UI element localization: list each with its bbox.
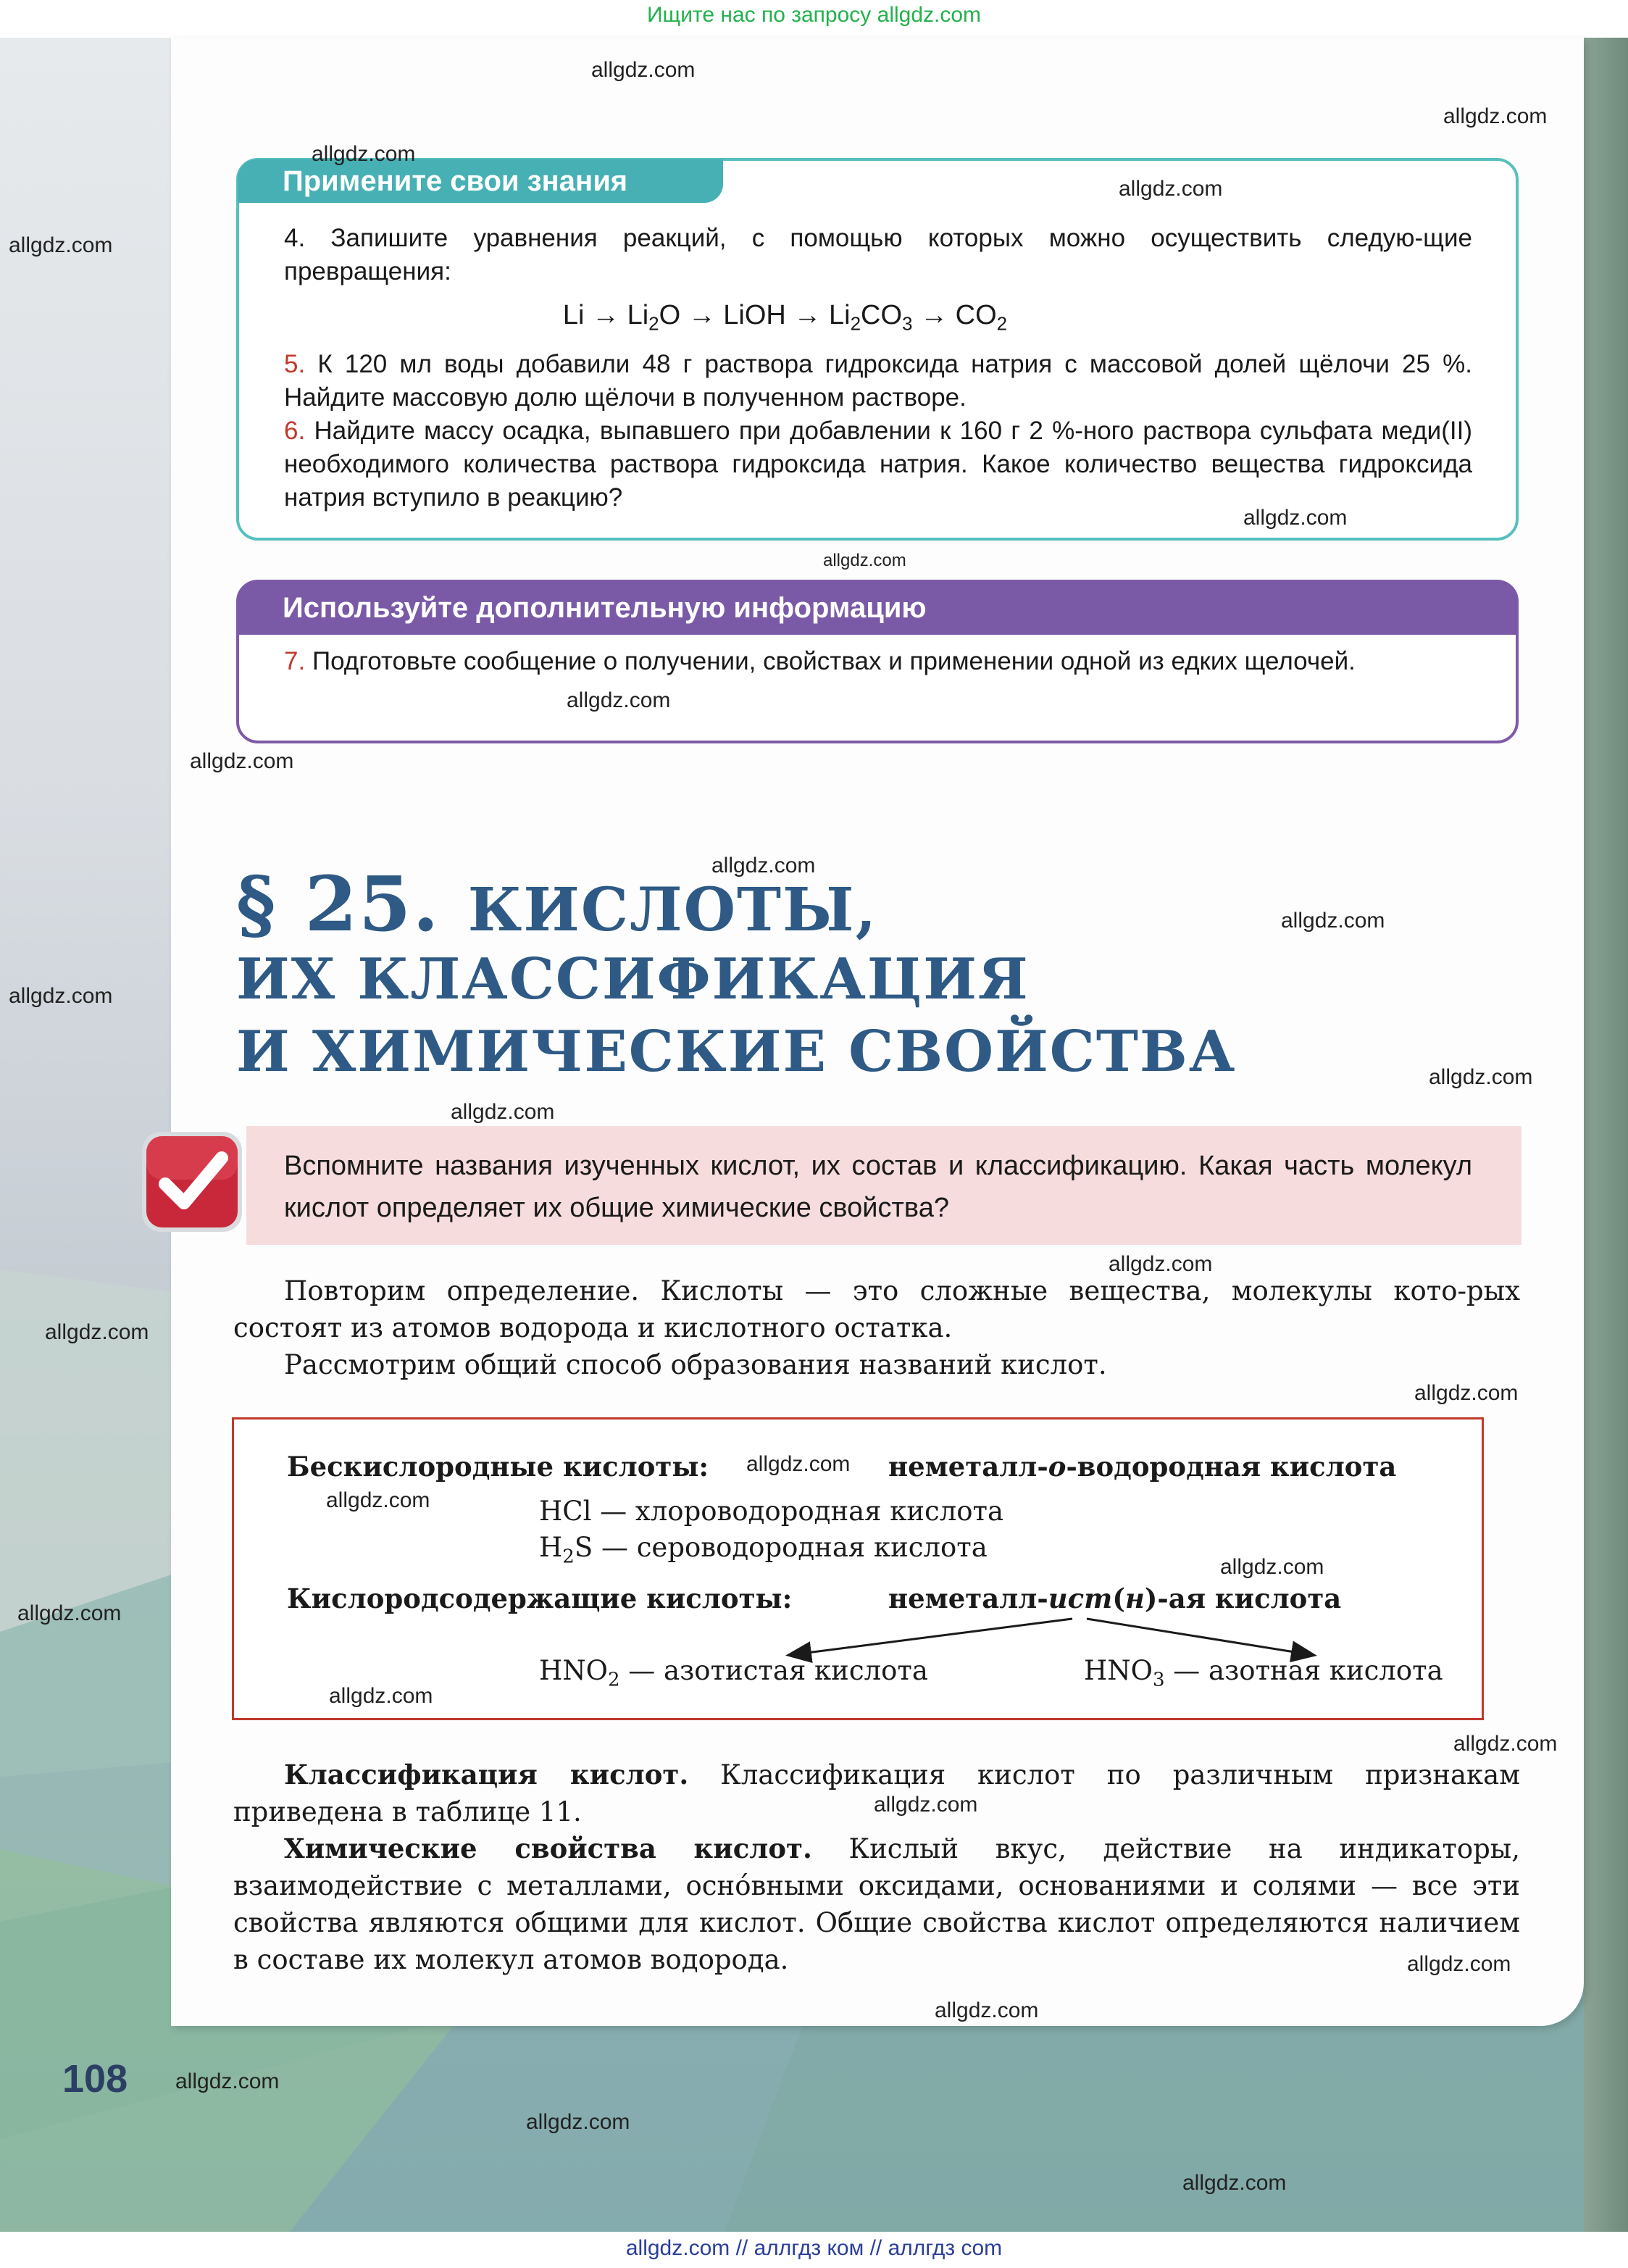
watermark: allgdz.com [190, 749, 294, 773]
apply-knowledge-heading: Примените свои знания [238, 159, 723, 203]
watermark: allgdz.com [1182, 2171, 1287, 2195]
oxygen-free-rule-part1: неметалл- [888, 1451, 1048, 1483]
section-title-line2: ИХ КЛАССИФИКАЦИЯ [236, 946, 1030, 1012]
task-5-text: К 120 мл воды добавили 48 г раствора гидроксида натрия с массовой долей щёлочи 25 %. Найдите массовую долю щёлочи в полученном растворе. [284, 350, 1472, 412]
watermark: allgdz.com [45, 1320, 149, 1344]
watermark: allgdz.com [9, 984, 113, 1008]
hcl-example: HCl — хлороводородная кислота [539, 1496, 1004, 1527]
watermark: allgdz.com [1407, 1952, 1511, 1976]
watermark: allgdz.com [746, 1452, 851, 1476]
watermark: allgdz.com [1414, 1381, 1519, 1405]
naming-intro-paragraph: Рассмотрим общий способ образования названий кислот. [284, 1349, 1107, 1380]
task-6-text: Найдите массу осадка, выпавшего при добавлении к 160 г 2 %-ного раствора сульфата меди(II) необходимого количества раствора гидроксида натрия. Какое количество вещества гидроксида натрия вступило в реакцию? [284, 417, 1472, 512]
task-7 [284, 645, 1472, 678]
watermark: allgdz.com [874, 1793, 978, 1817]
section-title-line3: И ХИМИЧЕСКИЕ СВОЙСТВА [236, 1019, 1237, 1085]
watermark: allgdz.com [9, 233, 113, 257]
oxygen-rule-part1: неметалл- [888, 1583, 1048, 1614]
hcl-name: — хлороводородная кислота [600, 1496, 1004, 1527]
watermark: allgdz.com [329, 1684, 433, 1708]
task-6-number: 6. [284, 417, 306, 445]
task-5-number: 5. [284, 350, 306, 378]
watermark: allgdz.com [526, 2110, 630, 2134]
classification-heading: Классификация кислот. [284, 1759, 689, 1790]
properties-text: Кислый вкус, действие на индикаторы, взаимодействие с металлами, осно́вными оксидами, основаниями и солями — все эти свойства являются общими для кислот. Общие свойства кислот определяются наличием в составе их молекул атомов водорода. [233, 1833, 1520, 1975]
watermark: allgdz.com [312, 142, 416, 166]
section-title-word: КИСЛОТЫ, [467, 875, 878, 945]
oxygen-free-rule-suffix: о [1048, 1451, 1066, 1483]
page-number: 108 [62, 2057, 128, 2101]
oxygen-rule: неметалл-ист(н)-ая кислота [888, 1583, 1342, 1614]
watermark: allgdz.com [326, 1488, 430, 1512]
hno2-example: $HNO_2$ — азотистая кислота [539, 1655, 928, 1691]
watermark: allgdz.com [1243, 506, 1348, 530]
watermark: allgdz.com [1220, 1555, 1324, 1579]
watermark: allgdz.com [711, 854, 816, 877]
hno3-name: — азотная кислота [1173, 1655, 1443, 1686]
oxygen-label: Кислородсодержащие кислоты: [287, 1583, 793, 1614]
hno3-example: $HNO_3$ — азотная кислота [1084, 1655, 1443, 1691]
watermark: allgdz.com [823, 551, 906, 570]
watermark: allgdz.com [567, 688, 671, 712]
watermark: allgdz.com [591, 58, 696, 82]
extra-info-heading: Используйте дополнительную информацию [238, 581, 1517, 635]
task-7-text: Подготовьте сообщение о получении, свойствах и применении одной из едких щелочей. [312, 647, 1356, 675]
definition-paragraph: Повторим определение. Кислоты — это сложные вещества, молекулы кото-рых состоят из атомов водорода и кислотного остатка. [233, 1275, 1520, 1343]
watermark: allgdz.com [451, 1100, 555, 1124]
recall-question: Вспомните названия изученных кислот, их состав и классификацию. Какая часть молекул кислот определяет их общие химические свойства? [284, 1151, 1472, 1223]
task-4-number: 4. [284, 224, 306, 252]
h2s-name: — сероводородная кислота [601, 1532, 988, 1563]
properties-heading: Химические свойства кислот. [284, 1833, 812, 1864]
h2s-example: $H_2S$ — сероводородная кислота [539, 1532, 988, 1568]
watermark: allgdz.com [1109, 1252, 1213, 1276]
oxygen-rule-part2: -ая кислота [1157, 1583, 1342, 1614]
oxygen-free-rule [888, 1451, 1396, 1483]
task-4 [284, 222, 1472, 288]
watermark: allgdz.com [1429, 1065, 1533, 1089]
section-number: § 25. [236, 859, 441, 949]
watermark: allgdz.com [1281, 909, 1385, 933]
top-watermark-banner[interactable]: Ищите нас по запросу allgdz.com [646, 3, 982, 27]
watermark: allgdz.com [1453, 1732, 1558, 1756]
task-7-number: 7. [284, 647, 306, 675]
task-6 [284, 414, 1472, 514]
task-4-text: Запишите уравнения реакций, с помощью которых можно осуществить следую-щие превращения: [284, 224, 1472, 285]
bottom-watermark-banner[interactable]: allgdz.com // аллгдз ком // аллгдз com [625, 2236, 1003, 2260]
watermark: allgdz.com [1119, 177, 1223, 201]
oxygen-free-rule-part2: -водородная кислота [1066, 1451, 1397, 1483]
properties-paragraph [233, 1830, 1520, 1978]
oxygen-rule-ist: ист [1048, 1583, 1113, 1614]
watermark: allgdz.com [175, 2069, 280, 2093]
oxygen-rule-n: н [1124, 1583, 1145, 1614]
classification-text: Классификация кислот по различным признакам приведена в таблице 11. [233, 1759, 1520, 1827]
task-5 [284, 348, 1472, 414]
watermark: allgdz.com [935, 1998, 1039, 2022]
checkmark-icon [138, 1127, 246, 1236]
watermark: allgdz.com [17, 1601, 122, 1625]
page-edge [1584, 38, 1628, 2232]
oxygen-free-label: Бескислородные кислоты: [287, 1451, 709, 1483]
hno2-name: — азотистая кислота [628, 1655, 928, 1686]
watermark: allgdz.com [1443, 104, 1548, 128]
transformation-chain: $Li \to Li_2O$ → LiOH → $Li_2CO_3 \to CO_2$ [562, 300, 1008, 335]
